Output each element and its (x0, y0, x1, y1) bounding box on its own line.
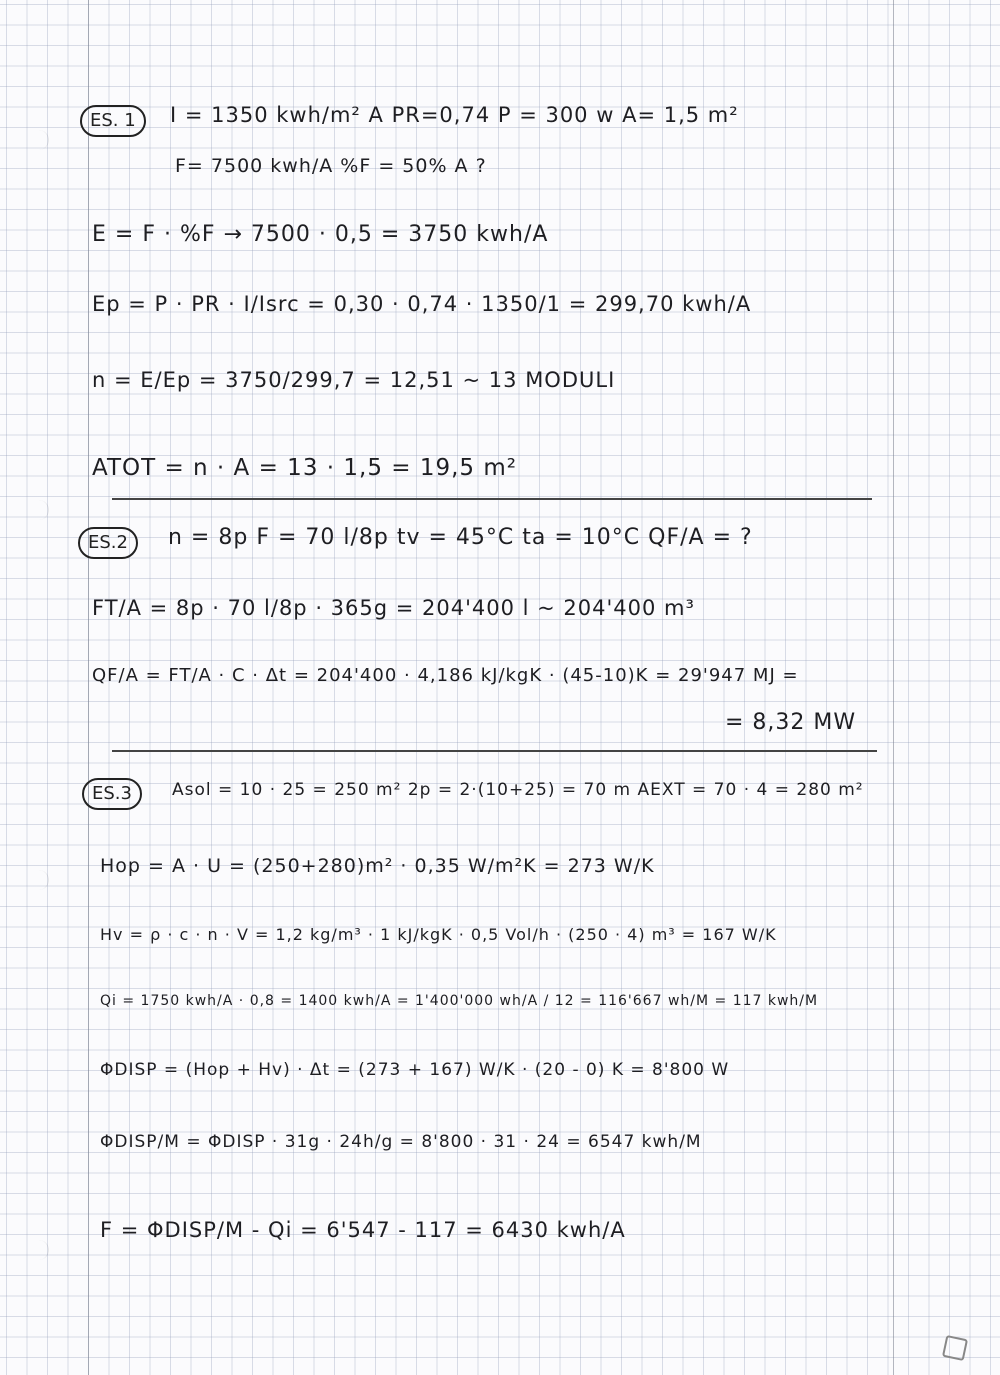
separator (112, 498, 872, 500)
ex3-given-line: Asol = 10 · 25 = 250 m² 2p = 2·(10+25) = 70 m AEXT = 70 · 4 = 280 m² (172, 780, 864, 800)
ex1-energy-line: E = F · %F → 7500 · 0,5 = 3750 kwh/A (92, 222, 549, 247)
binder-hole (28, 1240, 49, 1260)
margin-line (88, 0, 89, 1375)
exercise-3-label: ES.3 (82, 778, 142, 810)
ex1-modules-line: n = E/Ep = 3750/299,7 = 12,51 ~ 13 MODULI (92, 368, 616, 392)
ex2-heat-line: QF/A = FT/A · C · Δt = 204'400 · 4,186 kJ/kgK · (45-10)K = 29'947 MJ = (92, 665, 799, 686)
ex1-area-line: ATOT = n · A = 13 · 1,5 = 19,5 m² (92, 455, 517, 481)
ex1-given-line-1: I = 1350 kwh/m² A PR=0,74 P = 300 w A= 1,5 m² (170, 103, 739, 127)
ex3-qi-line: Qi = 1750 kwh/A · 0,8 = 1400 kwh/A = 1'400'000 wh/A / 12 = 116'667 wh/M = 117 kwh/M (100, 993, 819, 1009)
ex1-ep-line: Ep = P · PR · I/Isrc = 0,30 · 0,74 · 1350/1 = 299,70 kwh/A (92, 292, 752, 316)
exercise-2-label: ES.2 (78, 527, 138, 559)
ex3-hv-line: Hv = ρ · c · n · V = 1,2 kg/m³ · 1 kJ/kgK · 0,5 Vol/h · (250 · 4) m³ = 167 W/K (100, 925, 777, 944)
ex3-final-line: F = ΦDISP/M - Qi = 6'547 - 117 = 6430 kwh/A (100, 1218, 626, 1242)
binder-hole (28, 130, 49, 150)
ex1-given-line-2: F= 7500 kwh/A %F = 50% A ? (175, 155, 487, 177)
ex3-hop-line: Hop = A · U = (250+280)m² · 0,35 W/m²K = 273 W/K (100, 855, 655, 877)
page-corner-mark (942, 1335, 968, 1361)
binder-hole (28, 500, 49, 520)
ex2-result-line: = 8,32 MW (725, 710, 857, 735)
ex2-volume-line: FT/A = 8p · 70 l/8p · 365g = 204'400 l ~ 204'400 m³ (92, 596, 695, 620)
margin-line-right (893, 0, 894, 1375)
separator (112, 750, 877, 752)
exercise-1-label: ES. 1 (80, 105, 146, 137)
ex2-given-line: n = 8p F = 70 l/8p tv = 45°C ta = 10°C QF/A = ? (168, 525, 753, 550)
ex3-phi-line: ΦDISP = (Hop + Hv) · Δt = (273 + 167) W/K · (20 - 0) K = 8'800 W (100, 1060, 730, 1080)
binder-hole (28, 870, 49, 890)
ex3-phi-month-line: ΦDISP/M = ΦDISP · 31g · 24h/g = 8'800 · 31 · 24 = 6547 kwh/M (100, 1132, 702, 1152)
